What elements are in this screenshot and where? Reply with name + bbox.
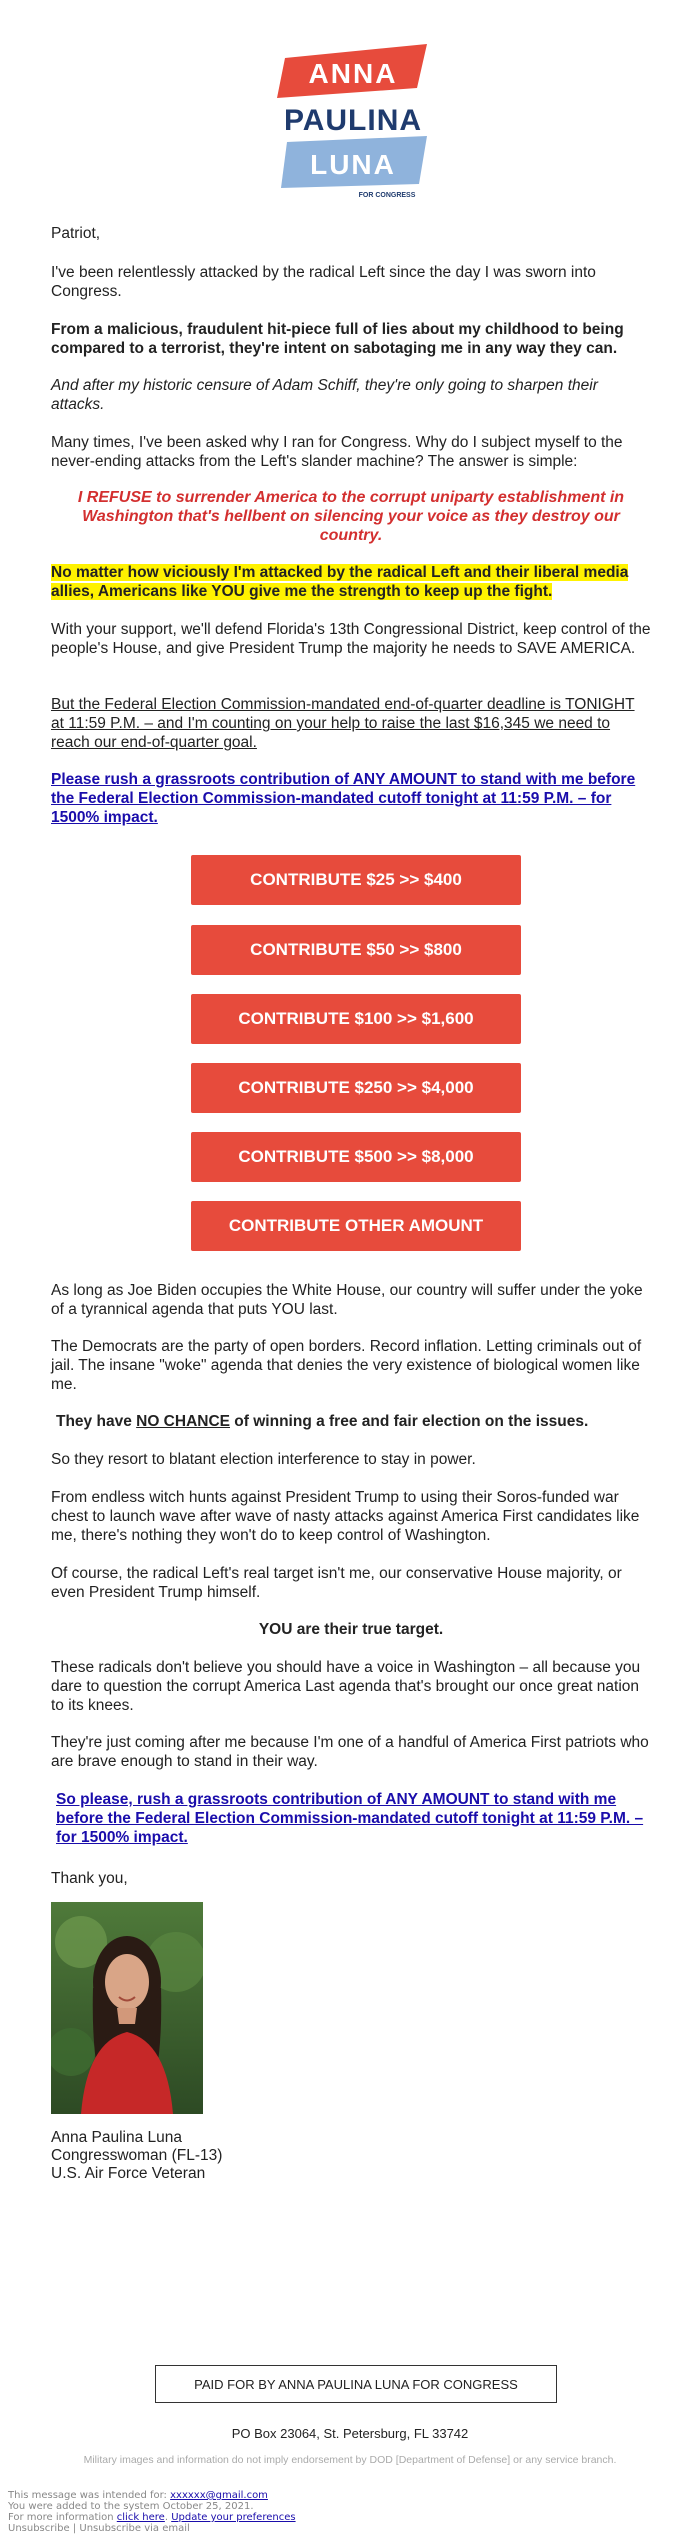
paragraph-7: As long as Joe Biden occupies the White House, our country will suffer under the yoke of a tyrannical agenda that puts YOU last. — [51, 1282, 643, 1318]
logo-line3: LUNA — [310, 149, 396, 180]
contribute-250-button[interactable]: CONTRIBUTE $250 >> $4,000 — [191, 1063, 521, 1113]
military-disclaimer: Military images and information do not imply endorsement by DOD [Department of Defense] or any service branch. — [83, 2454, 617, 2466]
greeting: Patriot, — [51, 225, 101, 242]
update-preferences-link[interactable]: Update your preferences — [171, 2512, 296, 2523]
logo-graphic — [277, 40, 432, 200]
contribute-100-button[interactable]: CONTRIBUTE $100 >> $1,600 — [191, 994, 521, 1044]
red-quote: I REFUSE to surrender America to the corrupt uniparty establishment in Washington that's hellbent on silencing your voice as they destroy our country. — [77, 489, 625, 544]
cta-paragraph-2 — [56, 1790, 656, 1847]
candidate-portrait — [51, 1902, 203, 2114]
logo-line1: ANNA — [308, 58, 398, 89]
more-info-line: For more information click here. Update your preferences — [8, 2512, 296, 2523]
mailing-address: PO Box 23064, St. Petersburg, FL 33742 — [231, 2426, 469, 2441]
contribute-other-button[interactable]: CONTRIBUTE OTHER AMOUNT — [191, 1201, 521, 1251]
paid-for-box: PAID FOR BY ANNA PAULINA LUNA FOR CONGRESS — [155, 2365, 557, 2403]
paragraph-6: But the Federal Election Commission-mandated end-of-quarter deadline is TONIGHT at 11:59 P.M. – and I'm counting on your help to raise the last $16,345 we need to reach our end-of-quarter goal. — [51, 696, 635, 751]
paragraph-5: With your support, we'll defend Florida's 13th Congressional District, keep control of the people's House, and give President Trump the majority he needs to SAVE AMERICA. — [51, 621, 651, 657]
paragraph-10: So they resort to blatant election interference to stay in power. — [51, 1451, 476, 1468]
campaign-logo — [277, 40, 432, 200]
highlight-paragraph — [51, 563, 651, 601]
cta-paragraph-1 — [51, 770, 651, 827]
logo-tagline: FOR CONGRESS — [358, 192, 416, 199]
signature-name: Anna Paulina Luna — [51, 2129, 183, 2146]
paragraph-8: The Democrats are the party of open borders. Record inflation. Letting criminals out of jail. The insane "woke" agenda that denies the very existence of biological women like me. — [51, 1338, 642, 1393]
intended-email-link[interactable]: xxxxxx@gmail.com — [170, 2490, 268, 2501]
signature-title: Congresswoman (FL-13) — [51, 2147, 223, 2164]
paragraph-14: These radicals don't believe you should have a voice in Washington – all because you dare to question the corrupt America Last agenda that's brought our once great nation to its knees. — [51, 1659, 641, 1714]
paragraph-2: From a malicious, fraudulent hit-piece full of lies about my childhood to being compared to a terrorist, they're intent on sabotaging me in any way they can. — [51, 321, 624, 357]
cta-link-1[interactable]: Please rush a grassroots contribution of ANY AMOUNT to stand with me before the Federal Election Commission-mandated cutoff tonight at 11:59 P.M. – for 1500% impact. — [51, 771, 636, 826]
highlight-text: No matter how viciously I'm attacked by the radical Left and their liberal media allies, Americans like YOU give me the strength to keep up the fight. — [51, 564, 629, 600]
paragraph-13: YOU are their true target. — [258, 1621, 444, 1638]
thanks: Thank you, — [51, 1870, 128, 1887]
intended-line: This message was intended for: xxxxxx@gmail.com — [8, 2490, 268, 2501]
paragraph-11: From endless witch hunts against President Trump to using their Soros-funded war chest to launch wave after wave of nasty attacks against America First candidates like me, there's nothing they won't do to keep control of Washington. — [51, 1489, 640, 1544]
signature-block — [51, 2129, 651, 2183]
contribute-25-button[interactable]: CONTRIBUTE $25 >> $400 — [191, 855, 521, 905]
cta-link-2[interactable]: So please, rush a grassroots contribution of ANY AMOUNT to stand with me before the Federal Election Commission-mandated cutoff tonight at 11:59 P.M. – for 1500% impact. — [56, 1791, 644, 1846]
no-chance-text: NO CHANCE — [136, 1413, 230, 1430]
contribute-500-button[interactable]: CONTRIBUTE $500 >> $8,000 — [191, 1132, 521, 1182]
logo-line2: PAULINA — [283, 104, 423, 137]
unsubscribe-line[interactable]: Unsubscribe | Unsubscribe via email — [8, 2523, 190, 2534]
click-here-link[interactable]: click here — [116, 2512, 165, 2523]
signature-role: U.S. Air Force Veteran — [51, 2165, 206, 2182]
paragraph-4: Many times, I've been asked why I ran for Congress. Why do I subject myself to the never-ending attacks from the Left's slander machine? The answer is simple: — [51, 434, 623, 470]
added-line: You were added to the system October 25, 2021. — [8, 2501, 254, 2512]
paragraph-12: Of course, the radical Left's real target isn't me, our conservative House majority, or even President Trump himself. — [51, 1565, 622, 1601]
paragraph-15: They're just coming after me because I'm one of a handful of America First patriots who are brave enough to stand in their way. — [51, 1734, 649, 1770]
email-meta — [8, 2490, 296, 2534]
paragraph-1: I've been relentlessly attacked by the radical Left since the day I was sworn into Congress. — [51, 264, 596, 300]
contribute-50-button[interactable]: CONTRIBUTE $50 >> $800 — [191, 925, 521, 975]
candidate-photo — [51, 1902, 203, 2114]
paragraph-9: They have NO CHANCE of winning a free and fair election on the issues. — [56, 1413, 589, 1430]
paragraph-3: And after my historic censure of Adam Schiff, they're only going to sharpen their attacks. — [51, 377, 598, 413]
